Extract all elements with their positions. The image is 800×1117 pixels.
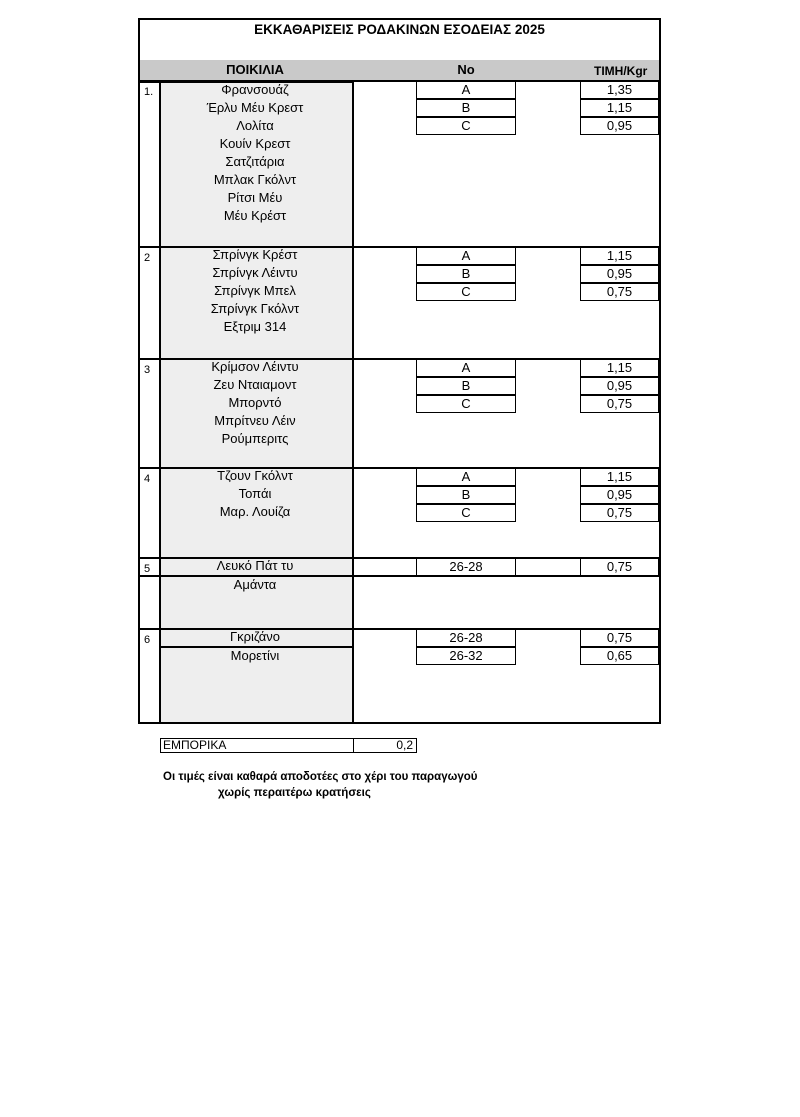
group-4-variety-1: Τζουν Γκόλντ bbox=[217, 468, 293, 483]
group-3-price-2: 0,95 bbox=[580, 377, 659, 395]
group-6-number: 6 bbox=[144, 634, 151, 646]
group-2-grade-2: B bbox=[416, 265, 516, 283]
group-3-grade-1: A bbox=[416, 359, 516, 377]
group-1-price-1: 1,35 bbox=[580, 81, 659, 99]
group-6-grade-2: 26-32 bbox=[416, 647, 516, 665]
group-3-price-1: 1,15 bbox=[580, 359, 659, 377]
group-5-grade-1: 26-28 bbox=[416, 558, 516, 576]
group-4-number: 4 bbox=[144, 473, 151, 485]
group-2-grade-3: C bbox=[416, 283, 516, 301]
group-2-variety-4: Σπρίνγκ Γκόλντ bbox=[210, 301, 300, 316]
variety-column-divider bbox=[352, 80, 354, 723]
group-5-number: 5 bbox=[144, 563, 151, 575]
group-6-price-2: 0,65 bbox=[580, 647, 659, 665]
group-1-variety-7: Ρίτσι Μέυ bbox=[227, 190, 283, 205]
group-5-variety-1: Λευκό Πάτ τυ bbox=[216, 558, 294, 573]
group-1-grade-1: A bbox=[416, 81, 516, 99]
commercial-label: ΕΜΠΟΡΙΚΑ bbox=[160, 738, 354, 753]
group-1-variety-5: Σατζιτάρια bbox=[225, 154, 285, 169]
group-6-grade-1: 26-28 bbox=[416, 629, 516, 647]
group-1-grade-2: B bbox=[416, 99, 516, 117]
group-1-variety-2: Έρλυ Μέυ Κρεστ bbox=[206, 100, 304, 115]
group-4-variety-3: Μαρ. Λουίζα bbox=[219, 504, 291, 519]
group-1-variety-6: Μπλακ Γκόλντ bbox=[213, 172, 297, 187]
group-1-number: 1. bbox=[144, 86, 154, 98]
group-2-variety-1: Σπρίνγκ Κρέστ bbox=[212, 247, 298, 262]
group-1-variety-8: Μέυ Κρέστ bbox=[223, 208, 287, 223]
group-6-price-1: 0,75 bbox=[580, 629, 659, 647]
group-3-variety-4: Μπρίτνευ Λέιν bbox=[214, 413, 296, 428]
group-2-variety-3: Σπρίνγκ Μπελ bbox=[214, 283, 296, 298]
group-1-price-2: 1,15 bbox=[580, 99, 659, 117]
group-1-variety-4: Κουίν Κρεστ bbox=[219, 136, 291, 151]
group-3-number: 3 bbox=[144, 364, 151, 376]
group-5-price-1: 0,75 bbox=[580, 558, 659, 576]
page-title: ΕΚΚΑΘΑΡΙΣΕΙΣ ΡΟΔΑΚΙΝΩΝ ΕΣΟΔΕΙΑΣ 2025 bbox=[254, 22, 545, 37]
group-4-variety-2: Τοπάι bbox=[238, 486, 272, 501]
group-3-variety-2: Ζευ Νταιαμοντ bbox=[213, 377, 297, 392]
group-3-variety-1: Κρίμσον Λέιντυ bbox=[211, 359, 299, 374]
header-no: No bbox=[457, 62, 475, 77]
group-5-variety-2: Αμάντα bbox=[233, 577, 277, 592]
group-4-price-3: 0,75 bbox=[580, 504, 659, 522]
group-2-variety-2: Σπρίνγκ Λέιντυ bbox=[212, 265, 298, 280]
commercial-value: 0,2 bbox=[353, 738, 417, 753]
group-2-variety-5: Εξτριμ 314 bbox=[223, 319, 287, 334]
group-1-variety-3: Λολίτα bbox=[236, 118, 274, 133]
group-2-price-3: 0,75 bbox=[580, 283, 659, 301]
group-2-number: 2 bbox=[144, 252, 151, 264]
group-6-variety-1: Γκριζάνο bbox=[229, 629, 281, 644]
group-3-price-3: 0,75 bbox=[580, 395, 659, 413]
header-price: ΤΙΜΗ/Kgr bbox=[594, 64, 648, 78]
group-4-price-2: 0,95 bbox=[580, 486, 659, 504]
group-3-grade-2: B bbox=[416, 377, 516, 395]
header-variety: ΠΟΙΚΙΛΙΑ bbox=[226, 62, 284, 77]
group-1-price-3: 0,95 bbox=[580, 117, 659, 135]
group-3-variety-3: Μπορντό bbox=[228, 395, 282, 410]
group-4-price-1: 1,15 bbox=[580, 468, 659, 486]
group-3-variety-5: Ρούμπεριτς bbox=[221, 431, 289, 446]
group-3-grade-3: C bbox=[416, 395, 516, 413]
group-1-variety-1: Φρανσουάζ bbox=[221, 82, 289, 97]
note-line-1: Οι τιμές είναι καθαρά αποδοτέες στο χέρι του παραγωγού bbox=[163, 771, 478, 783]
group-2-price-2: 0,95 bbox=[580, 265, 659, 283]
group-2-price-1: 1,15 bbox=[580, 247, 659, 265]
group-4-grade-2: B bbox=[416, 486, 516, 504]
group-4-grade-1: A bbox=[416, 468, 516, 486]
note-line-2: χωρίς περαιτέρω κρατήσεις bbox=[218, 787, 371, 799]
group-4-grade-3: C bbox=[416, 504, 516, 522]
group-6-variety-2: Μορετίνι bbox=[230, 648, 280, 663]
group-1-grade-3: C bbox=[416, 117, 516, 135]
group-2-grade-1: A bbox=[416, 247, 516, 265]
